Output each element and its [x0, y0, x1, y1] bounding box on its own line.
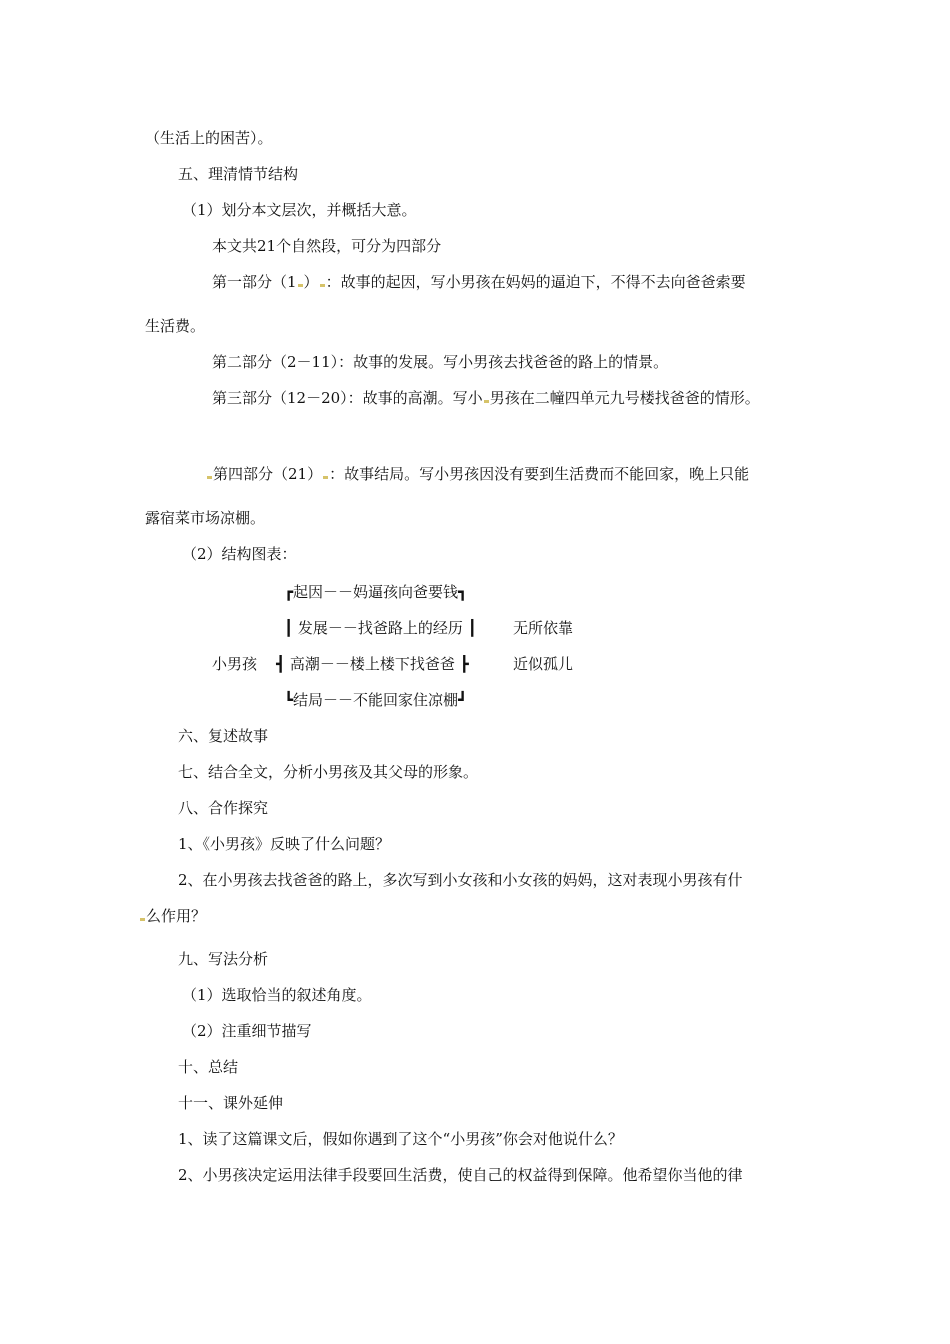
text-line: 1、《小男孩》反映了什么问题？ [178, 835, 391, 853]
text-line: 本文共21个自然段，可分为四部分 [212, 237, 442, 255]
chart-row-label: 高潮－－楼上楼下找爸爸 [289, 655, 455, 673]
edit-mark [140, 918, 145, 921]
text-line: （2）注重细节描写 [182, 1022, 312, 1040]
text-line [212, 272, 746, 292]
chart-side-label: 无所依靠 [513, 619, 574, 637]
text-line: 2、小男孩决定运用法律手段要回生活费，使自己的权益得到保障。他希望你当他的律 [178, 1166, 743, 1184]
edit-mark [207, 476, 212, 479]
section-heading: 八、合作探究 [178, 799, 269, 817]
section-heading: 六、复述故事 [178, 727, 269, 745]
text-span: ：故事结局。写小男孩因没有要到生活费而不能回家，晚上只能 [329, 465, 750, 483]
chart-row-1: ┏起因－－妈逼孩向爸要钱┓ [284, 583, 468, 601]
text-line [212, 388, 760, 408]
text-span: 么作用？ [146, 907, 207, 925]
text-line: 生活费。 [145, 317, 206, 335]
chart-row-4: ┗结局－－不能回家住凉棚┛ [284, 691, 468, 709]
chart-row-3: ┫ 高潮－－楼上楼下找爸爸 ┣ [276, 655, 469, 673]
edit-mark [320, 284, 325, 287]
text-span: 男孩在二幢四单元九号楼找爸爸的情形。 [489, 389, 760, 407]
edit-mark [484, 400, 489, 403]
section-heading: 十一、课外延伸 [178, 1094, 284, 1112]
edit-mark [298, 284, 303, 287]
text-line: （1）划分本文层次，并概括大意。 [182, 201, 417, 219]
chart-row-label: 发展－－找爸路上的经历 [297, 619, 463, 637]
text-span: ：故事的起因，写小男孩在妈妈的逼迫下，不得不去向爸爸索要 [325, 273, 746, 291]
section-heading: 十、总结 [178, 1058, 239, 1076]
text-span: 第一部分（1 [212, 273, 297, 291]
text-span: ） [303, 273, 319, 291]
text-line [206, 464, 749, 484]
chart-row-label: 结局－－不能回家住凉棚 [293, 691, 459, 709]
text-line: （2）结构图表： [182, 545, 297, 563]
text-span: 第三部分（12－20）：故事的高潮。写小 [212, 389, 483, 407]
section-heading: 七、结合全文，分析小男孩及其父母的形象。 [178, 763, 479, 781]
chart-root: 小男孩 [212, 655, 258, 673]
chart-row-2: ┃ 发展－－找爸路上的经历 ┃ [284, 619, 477, 637]
chart-side-label: 近似孤儿 [513, 655, 574, 673]
text-line: 2、在小男孩去找爸爸的路上，多次写到小女孩和小女孩的妈妈，这对表现小男孩有什 [178, 871, 743, 889]
section-heading: 九、写法分析 [178, 950, 269, 968]
section-heading: 五、理清情节结构 [178, 165, 299, 183]
text-line: （1）选取恰当的叙述角度。 [182, 986, 372, 1004]
text-line: 第二部分（2－11）：故事的发展。写小男孩去找爸爸的路上的情景。 [212, 353, 669, 371]
text-line: 1、读了这篇课文后，假如你遇到了这个“小男孩”你会对他说什么？ [178, 1130, 623, 1148]
chart-row-label: 起因－－妈逼孩向爸要钱 [293, 583, 459, 601]
edit-mark [323, 476, 328, 479]
text-line: （生活上的困苦）。 [145, 129, 273, 147]
text-line [139, 906, 206, 926]
text-line: 露宿菜市场凉棚。 [145, 509, 266, 527]
text-span: 第四部分（21） [213, 465, 323, 483]
